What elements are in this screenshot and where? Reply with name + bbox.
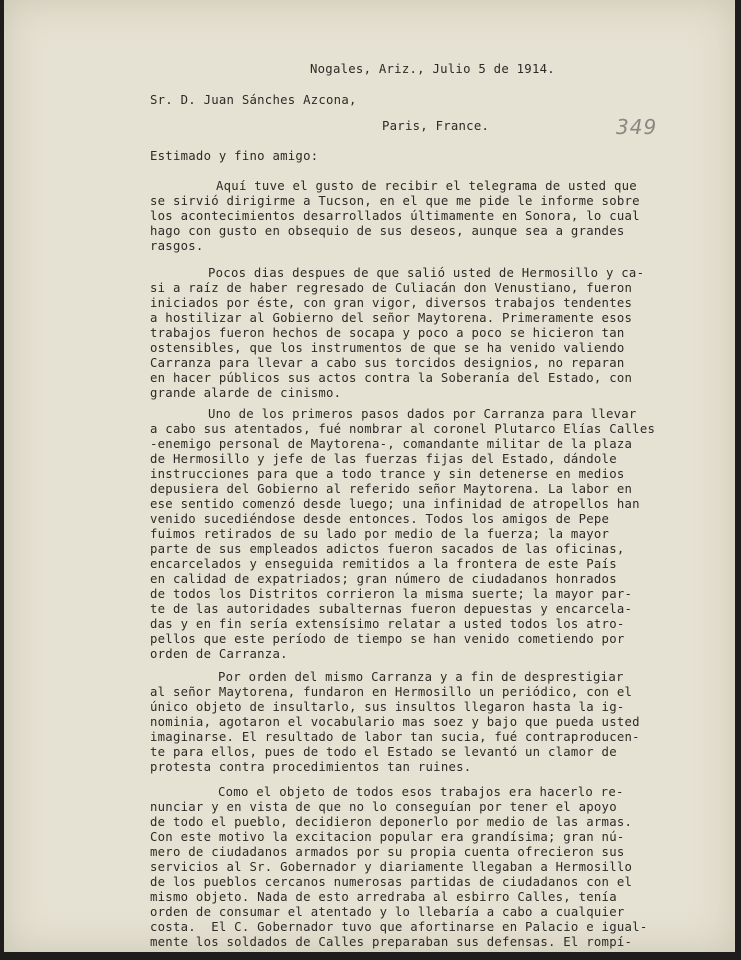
p3-line12: en calidad de expatriados; gran número de ciudadanos honrados [150,572,617,586]
p1-line5: rasgos. [150,239,204,253]
p5-line10: costa. El C. Gobernador tuvo que afortinarse en Palacio e igual- [150,920,648,934]
p4-line1: Por orden del mismo Carranza y a fin de desprestigiar [218,670,624,684]
p1-line3: los acontecimientos desarrollados últimamente en Sonora, lo cual [150,209,640,223]
p2-line3: iniciados por éste, con gran vigor, diversos trabajos tendentes [150,296,633,310]
p1-line4: hago con gusto en obsequio de sus deseos, aunque sea a grandes [150,224,625,238]
p5-line5: mero de ciudadanos armados por su propia cuenta ofrecieron sus [150,845,625,859]
p2-line4: a hostilizar al Gobierno del señor Maytorena. Primeramente esos [150,311,633,325]
p2-line1: Pocos dias despues de que salió usted de Hermosillo y ca- [208,266,645,280]
p3-line17: orden de Carranza. [150,647,288,661]
p4-line2: al señor Maytorena, fundaron en Hermosillo un periódico, con el [150,685,633,699]
p3-line2: a cabo sus atentados, fué nombrar al coronel Plutarco Elías Calles [150,422,656,436]
p3-line6: depusiera del Gobierno al referido señor Maytorena. La labor en [150,482,633,496]
p4-line4: nominia, agotaron el vocabulario mas soez y bajo que pueda usted [150,715,640,729]
p3-line5: instrucciones para que a todo trance y sin detenerse en medios [150,467,625,481]
addressee-city: Paris, France. [382,119,490,133]
p4-line6: te para ellos, pues de todo el Estado se levantó un clamor de [150,745,617,759]
p4-line7: protesta contra procedimientos tan ruines. [150,760,472,774]
p5-line6: servicios al Sr. Gobernador y diariamente llegaban a Hermosillo [150,860,633,874]
salutation: Estimado y fino amigo: [150,149,319,163]
p3-line1: Uno de los primeros pasos dados por Carranza para llevar [208,407,637,421]
handwritten-page-number: 349 [616,115,658,139]
p4-line5: imaginarse. El resultado de labor tan sucia, fué contraproducen- [150,730,640,744]
p3-line10: parte de sus empleados adictos fueron sacados de las oficinas, [150,542,625,556]
p5-line7: de los pueblos cercanos numerosas partidas de ciudadanos con el [150,875,633,889]
p1-line2: se sirvió dirigirme a Tucson, en el que me pide le informe sobre [150,194,640,208]
p3-line14: te de las autoridades subalternas fueron depuestas y encarcela- [150,602,633,616]
p3-line3: -enemigo personal de Maytorena-, comandante militar de la plaza [150,437,633,451]
p3-line7: ese sentido comenzó desde luego; una infinidad de atropellos han [150,497,640,511]
p2-line8: en hacer públicos sus actos contra la Soberanía del Estado, con [150,371,633,385]
p3-line13: de todos los Distritos corrieron la misma suerte; la mayor par- [150,587,633,601]
letter-page [4,0,735,952]
p5-line8: mismo objeto. Nada de esto arredraba al esbirro Calles, tenía [150,890,617,904]
p3-line15: das y en fin sería extensísimo relatar a usted todos los atro- [150,617,625,631]
p2-line5: trabajos fueron hechos de socapa y poco a poco se hicieron tan [150,326,625,340]
dateline: Nogales, Ariz., Julio 5 de 1914. [310,62,555,76]
p5-line3: de todo el pueblo, decidieron deponerlo por medio de las armas. [150,815,633,829]
p5-line4: Con este motivo la excitacion popular era grandísima; gran nú- [150,830,625,844]
p3-line4: de Hermosillo y jefe de las fuerzas fijas del Estado, dándole [150,452,617,466]
p5-line11: mente los soldados de Calles preparaban sus defensas. El rompí- [150,935,633,949]
addressee: Sr. D. Juan Sánches Azcona, [150,93,357,107]
p3-line16: pellos que este período de tiempo se han venido cometiendo por [150,632,625,646]
p3-line11: encarcelados y enseguida remitidos a la frontera de este País [150,557,617,571]
p5-line1: Como el objeto de todos esos trabajos era hacerlo re- [218,785,624,799]
p3-line9: fuimos retirados de su lado por medio de la fuerza; la mayor [150,527,610,541]
p4-line3: único objeto de insultarlo, sus insultos llegaron hasta la ig- [150,700,625,714]
p3-line8: venido sucediéndose desde entonces. Todos los amigos de Pepe [150,512,610,526]
p2-line2: si a raíz de haber regresado de Culiacán don Venustiano, fueron [150,281,633,295]
p2-line9: grande alarde de cinismo. [150,386,342,400]
p1-line1: Aquí tuve el gusto de recibir el telegrama de usted que [216,179,637,193]
p5-line9: orden de consumar el atentado y lo llebaría a cabo a cualquier [150,905,625,919]
p2-line7: Carranza para llevar a cabo sus torcidos designios, no reparan [150,356,625,370]
p2-line6: ostensibles, que los instrumentos de que se ha venido valiendo [150,341,625,355]
p5-line2: nunciar y en vista de que no lo conseguían por tener el apoyo [150,800,617,814]
